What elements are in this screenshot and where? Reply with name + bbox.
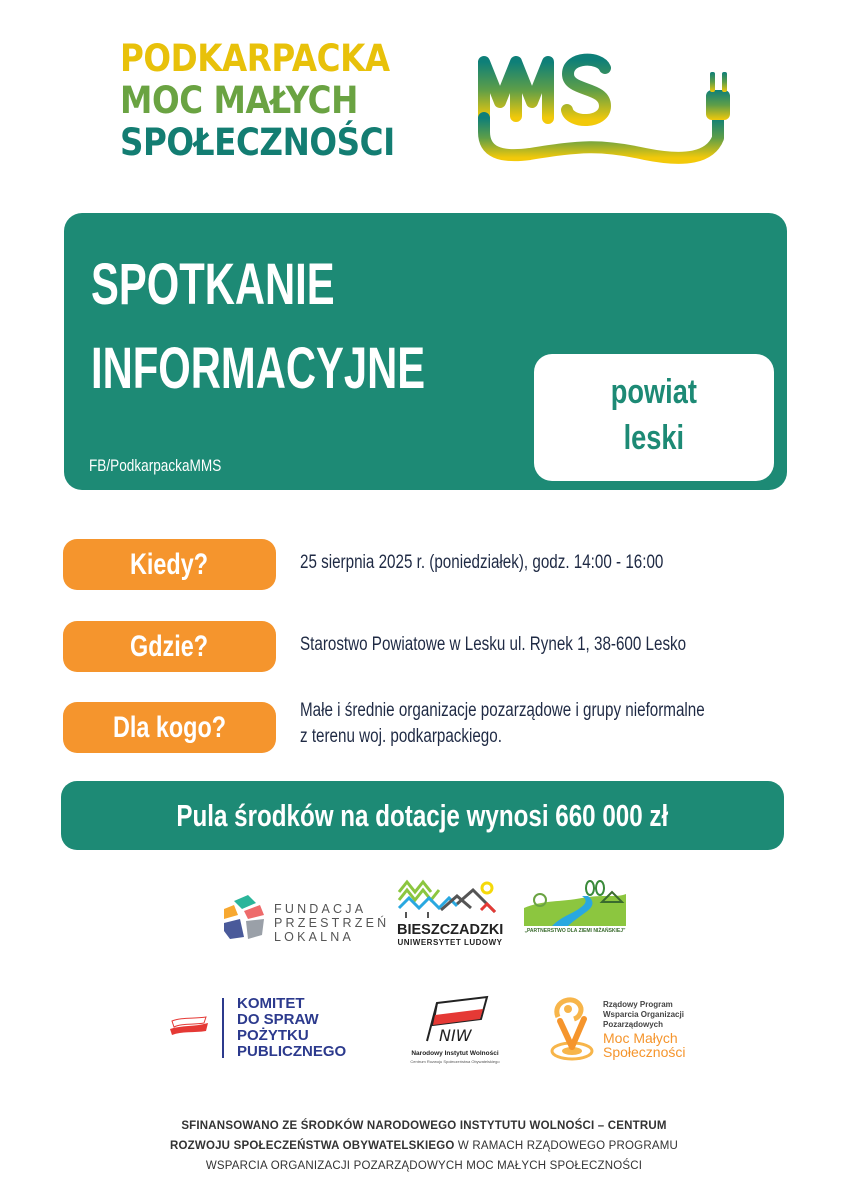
fpl-line-2: PRZESTRZEŃ	[274, 916, 390, 930]
kdspp-line-4: PUBLICZNEGO	[237, 1043, 347, 1060]
fundacja-przestrzen-lokalna-logo-icon	[222, 893, 266, 941]
when-label	[63, 539, 276, 590]
region-line-1: powiat	[610, 373, 698, 411]
funding-text: Pula środków na dotacje wynosi 660 000 zł	[176, 798, 669, 833]
kdspp-line-1: KOMITET	[237, 995, 305, 1012]
event-title	[91, 243, 425, 411]
kdspp-line-3: POŻYTKU	[237, 1027, 309, 1044]
brand-line-2: MOC MAŁYCH	[120, 79, 358, 122]
bieszczadzki-subtitle: UNIWERSYTET LUDOWY	[397, 938, 503, 947]
when-value: 25 sierpnia 2025 r. (poniedziałek), godz. 14:00 - 16:00	[300, 552, 664, 573]
for-whom-label	[63, 702, 276, 753]
footer-line-2-bold: ROZWOJU SPOŁECZEŃSTWA OBYWATELSKIEGO	[170, 1140, 455, 1152]
fpl-line-3: LOKALNA	[274, 930, 355, 944]
bieszczadzki-title: BIESZCZADZKI	[397, 922, 504, 938]
brand-line-1: PODKARPACKA	[120, 37, 390, 80]
bieszczadzki-mountains-icon	[397, 878, 503, 920]
partnerstwo-caption: „PARTNERSTWO DLA ZIEMI NIŻAŃSKIEJ”	[524, 928, 626, 934]
rpwop-program-name	[603, 1031, 686, 1059]
where-label-text: Gdzie?	[130, 630, 209, 663]
niw-subcaption: Centrum Rozwoju Społeczeństwa Obywatelskiego	[410, 1059, 500, 1064]
footer-line-2-normal: W RAMACH RZĄDOWEGO PROGRAMU	[454, 1140, 678, 1152]
brand-wordmark	[120, 38, 420, 164]
event-title-line-1: SPOTKANIE	[91, 252, 335, 317]
brand-line-3: SPOŁECZNOŚCI	[120, 121, 395, 164]
svg-text:NIW: NIW	[439, 1026, 472, 1045]
for-whom-label-text: Dla kogo?	[112, 711, 227, 744]
mms-plug-logo-icon	[470, 40, 760, 170]
region-line-2: leski	[623, 419, 685, 457]
moc-malych-spolecznosci-pin-icon	[550, 995, 596, 1061]
niw-caption: Narodowy Instytut Wolności	[411, 1050, 499, 1057]
when-label-text: Kiedy?	[130, 548, 209, 581]
fundacja-przestrzen-lokalna-name	[274, 902, 389, 944]
rpwop-program-label	[603, 1000, 684, 1030]
komitet-logo-text	[237, 996, 346, 1060]
fpl-line-1: FUNDACJA	[274, 902, 367, 916]
funding-disclaimer	[110, 1116, 738, 1176]
footer-line-1: SFINANSOWANO ZE ŚRODKÓW NARODOWEGO INSTYTUTU WOLNOŚCI – CENTRUM	[181, 1120, 667, 1132]
for-whom-line-1: Małe i średnie organizacje pozarządowe i grupy nieformalne	[300, 700, 705, 721]
for-whom-value	[300, 698, 705, 750]
kdspp-divider	[222, 998, 224, 1058]
partnerstwo-ziemi-nizanskiej-landscape-icon	[522, 880, 628, 926]
rpwop-big-2: Społeczności	[603, 1044, 686, 1060]
polish-flag-icon	[168, 1015, 210, 1037]
kdspp-line-2: DO SPRAW	[237, 1011, 319, 1028]
rpwop-big-1: Moc Małych	[603, 1030, 678, 1046]
event-title-line-2: INFORMACYJNE	[91, 336, 426, 401]
region-badge	[534, 354, 774, 481]
funding-banner	[61, 781, 784, 850]
for-whom-line-2: z terenu woj. podkarpackiego.	[300, 726, 502, 747]
footer-line-3: WSPARCIA ORGANIZACJI POZARZĄDOWYCH MOC MAŁYCH SPOŁECZNOŚCI	[205, 1160, 643, 1172]
rpwop-small-3: Pozarządowych	[603, 1020, 664, 1029]
rpwop-small-2: Wsparcia Organizacji	[603, 1010, 684, 1019]
rpwop-small-1: Rządowy Program	[603, 1000, 673, 1009]
facebook-handle-link[interactable]: FB/PodkarpackaMMS	[89, 456, 222, 475]
where-label	[63, 621, 276, 672]
niw-flag-icon	[425, 995, 491, 1045]
event-title-card	[64, 213, 787, 490]
where-value: Starostwo Powiatowe w Lesku ul. Rynek 1, 38-600 Lesko	[300, 634, 687, 655]
